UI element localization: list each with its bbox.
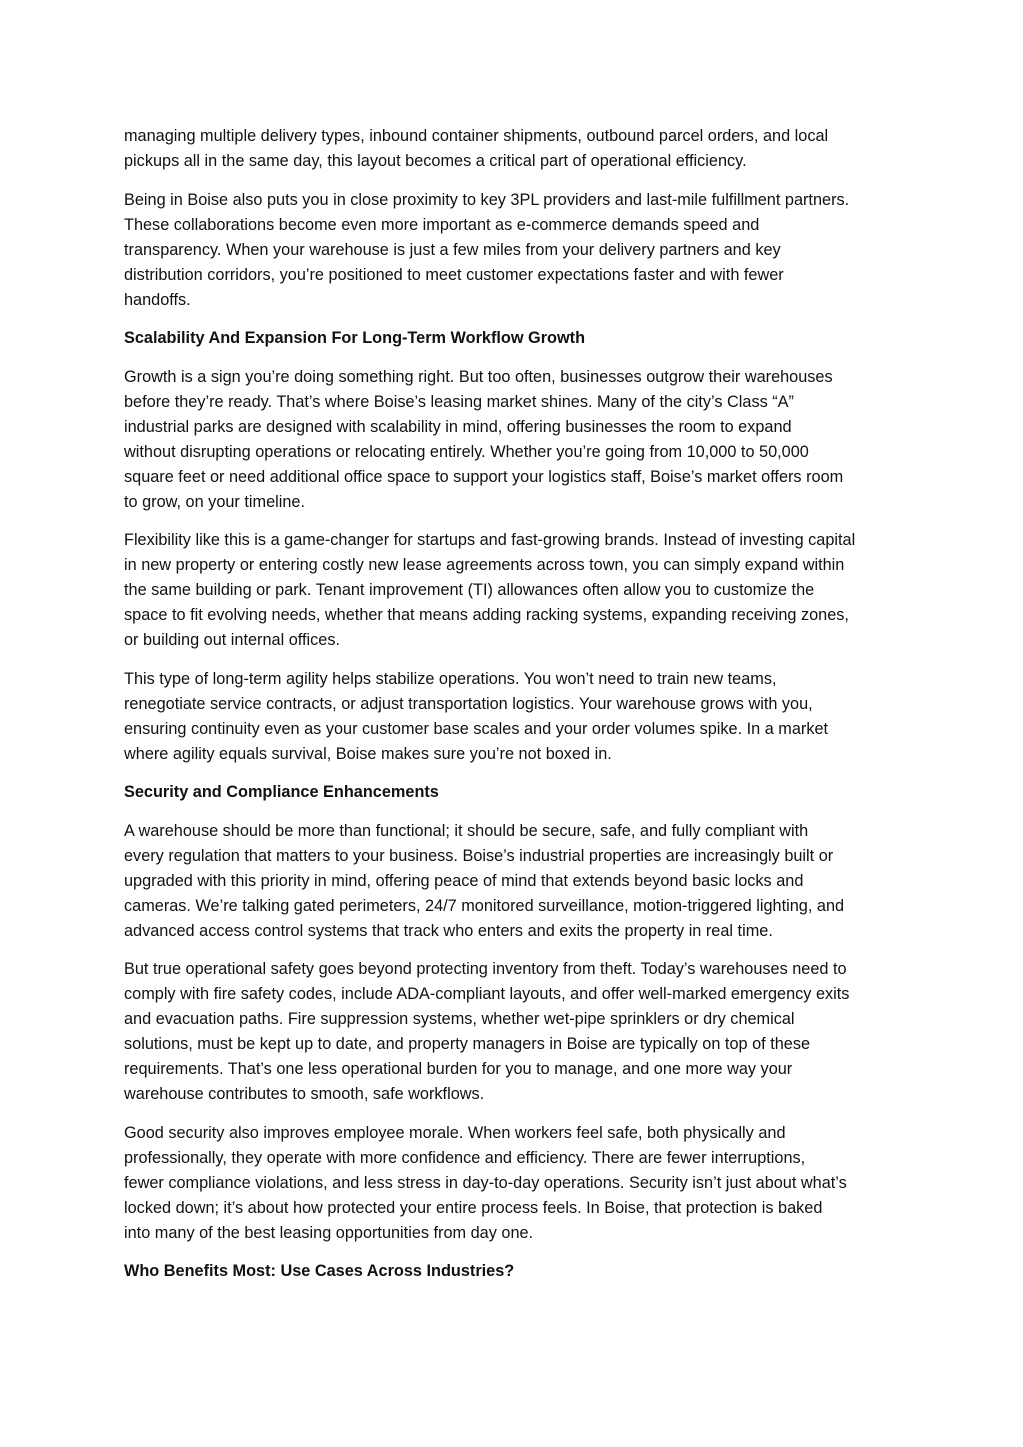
- text-line: transparency. When your warehouse is just a few miles from your delivery partners and key: [124, 240, 781, 259]
- paragraph: [124, 1121, 904, 1246]
- text-line: without disrupting operations or relocating entirely. Whether you’re going from 10,000 to 50,000: [124, 442, 809, 461]
- text-line: in new property or entering costly new lease agreements across town, you can simply expand within: [124, 556, 845, 574]
- text-line: pickups all in the same day, this layout becomes a critical part of operational efficiency.: [124, 152, 747, 170]
- paragraph: [124, 188, 904, 313]
- text-line: or building out internal offices.: [124, 631, 341, 649]
- text-line: and evacuation paths. Fire suppression systems, whether wet-pipe sprinklers or dry chemical: [124, 1010, 795, 1028]
- text-line: ensuring continuity even as your customer base scales and your order volumes spike. In a market: [124, 719, 829, 738]
- text-line: Security and Compliance Enhancements: [124, 783, 439, 801]
- text-line: A warehouse should be more than functional; it should be secure, safe, and fully compliant with: [124, 821, 809, 840]
- text-line: solutions, must be kept up to date, and property managers in Boise are typically on top of these: [124, 1035, 811, 1053]
- text-line: distribution corridors, you’re positioned to meet customer expectations faster and with fewer: [124, 265, 784, 284]
- text-line: renegotiate service contracts, or adjust transportation logistics. Your warehouse grows with you,: [124, 694, 813, 713]
- paragraph: [124, 957, 904, 1107]
- paragraph: [124, 819, 904, 944]
- text-line: Scalability And Expansion For Long-Term Workflow Growth: [124, 329, 586, 347]
- text-line: Who Benefits Most: Use Cases Across Industries?: [124, 1262, 515, 1280]
- section-heading: [124, 326, 904, 351]
- text-line: Growth is a sign you’re doing something right. But too often, businesses outgrow their warehouses: [124, 367, 833, 386]
- text-line: Flexibility like this is a game-changer for startups and fast-growing brands. Instead of investing capital: [124, 531, 856, 549]
- section-heading: [124, 1259, 904, 1284]
- text-line: locked down; it’s about how protected your entire process feels. In Boise, that protection is baked: [124, 1198, 823, 1217]
- section-heading: [124, 780, 904, 805]
- text-line: industrial parks are designed with scalability in mind, offering businesses the room to expand: [124, 417, 792, 436]
- text-line: every regulation that matters to your business. Boise’s industrial properties are increasingly built or: [124, 846, 834, 865]
- text-line: advanced access control systems that track who enters and exits the property in real time.: [124, 921, 773, 940]
- paragraph: [124, 124, 904, 174]
- text-line: the same building or park. Tenant improvement (TI) allowances often allow you to customize the: [124, 581, 815, 599]
- text-line: warehouse contributes to smooth, safe workflows.: [124, 1085, 485, 1103]
- paragraph: [124, 528, 904, 653]
- text-line: upgraded with this priority in mind, offering peace of mind that extends beyond basic locks and: [124, 871, 804, 890]
- text-line: Being in Boise also puts you in close proximity to key 3PL providers and last-mile fulfillment partners.: [124, 190, 850, 209]
- text-line: where agility equals survival, Boise makes sure you’re not boxed in.: [124, 744, 612, 763]
- text-line: fewer compliance violations, and less stress in day-to-day operations. Security isn’t just about what’s: [124, 1173, 847, 1192]
- text-line: comply with fire safety codes, include ADA-compliant layouts, and offer well-marked emergency exits: [124, 985, 850, 1003]
- text-line: before they’re ready. That’s where Boise’s leasing market shines. Many of the city’s Class “A”: [124, 392, 794, 411]
- text-line: to grow, on your timeline.: [124, 492, 305, 511]
- paragraph: [124, 667, 904, 767]
- text-line: square feet or need additional office space to support your logistics staff, Boise’s market offers room: [124, 467, 844, 486]
- text-line: handoffs.: [124, 290, 191, 309]
- text-line: These collaborations become even more important as e-commerce demands speed and: [124, 215, 760, 234]
- text-line: requirements. That’s one less operational burden for you to manage, and one more way your: [124, 1060, 793, 1078]
- text-line: cameras. We’re talking gated perimeters, 24/7 monitored surveillance, motion-triggered lighting, and: [124, 896, 845, 915]
- text-line: managing multiple delivery types, inbound container shipments, outbound parcel orders, and local: [124, 127, 829, 145]
- paragraph: [124, 365, 904, 515]
- text-line: into many of the best leasing opportunities from day one.: [124, 1223, 534, 1242]
- text-line: But true operational safety goes beyond protecting inventory from theft. Today’s warehouses need to: [124, 960, 847, 978]
- text-line: This type of long-term agility helps stabilize operations. You won’t need to train new teams,: [124, 669, 777, 688]
- text-line: space to fit evolving needs, whether that means adding racking systems, expanding receiving zones,: [124, 606, 849, 624]
- text-line: Good security also improves employee morale. When workers feel safe, both physically and: [124, 1123, 786, 1142]
- text-line: professionally, they operate with more confidence and efficiency. There are fewer interruptions,: [124, 1148, 806, 1167]
- document-page: [124, 124, 904, 1298]
